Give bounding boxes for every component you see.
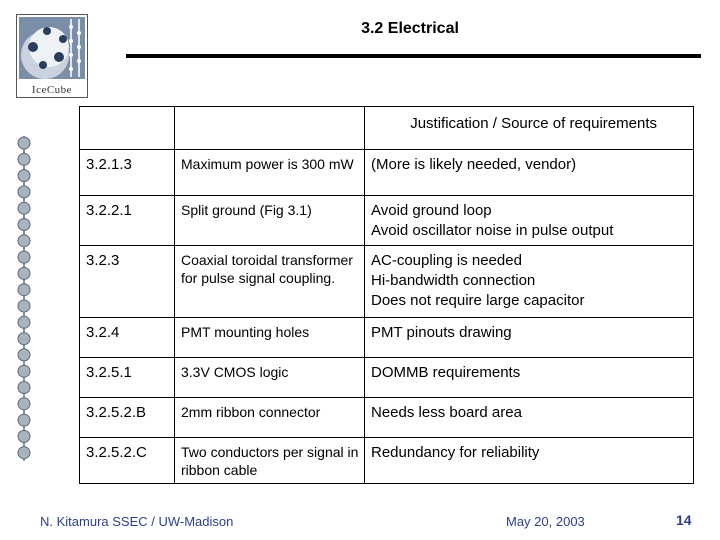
bead-icon: [18, 333, 30, 345]
bead-icon: [18, 382, 30, 394]
header-cell-id: [80, 107, 175, 150]
header-cell-requirement: [175, 107, 365, 150]
row-requirement: Two conductors per signal in ribbon cable: [175, 438, 365, 484]
justification-line: Redundancy for reliability: [371, 444, 540, 461]
table-row: [80, 150, 694, 196]
slide-title: 3.2 Electrical: [361, 20, 459, 37]
table-header-row: [80, 107, 694, 150]
footer-author: N. Kitamura SSEC / UW-Madison: [40, 514, 234, 529]
justification-line: PMT pinouts drawing: [371, 324, 512, 341]
bead-icon: [18, 447, 30, 459]
row-justification: [365, 358, 694, 398]
row-id: 3.2.4: [80, 318, 175, 358]
justification-line: Avoid ground loop: [371, 202, 492, 219]
row-requirement: PMT mounting holes: [175, 318, 365, 358]
bead-icon: [18, 251, 30, 263]
bead-icon: [18, 235, 30, 247]
bead-icon: [18, 414, 30, 426]
justification-line: Does not require large capacitor: [371, 292, 585, 309]
table-row: [80, 358, 694, 398]
row-requirement: 2mm ribbon connector: [175, 398, 365, 438]
bead-icon: [18, 153, 30, 165]
row-justification: [365, 196, 694, 246]
bead-icon: [18, 349, 30, 361]
bead-string-decoration: [14, 136, 34, 466]
requirements-table: [79, 106, 694, 484]
table-row: [80, 398, 694, 438]
row-requirement: Coaxial toroidal transformer for pulse signal coupling.: [175, 246, 365, 318]
logo-text: IceCube: [31, 84, 73, 96]
row-id: 3.2.1.3: [80, 150, 175, 196]
bead-icon: [18, 137, 30, 149]
row-id: 3.2.3: [80, 246, 175, 318]
row-id: 3.2.5.2.C: [80, 438, 175, 484]
row-justification: [365, 318, 694, 358]
icecube-logo: [16, 14, 88, 98]
bead-icon: [18, 202, 30, 214]
justification-line: DOMMB requirements: [371, 364, 521, 381]
title-divider: [126, 54, 701, 58]
row-requirement: Split ground (Fig 3.1): [175, 196, 365, 246]
table-row: [80, 246, 694, 318]
bead-icon: [18, 170, 30, 182]
row-justification: [365, 438, 694, 484]
bead-icon: [18, 398, 30, 410]
bead-icon: [18, 365, 30, 377]
table-row: [80, 196, 694, 246]
row-requirement: 3.3V CMOS logic: [175, 358, 365, 398]
bead-icon: [18, 300, 30, 312]
bead-icon: [18, 284, 30, 296]
bead-icon: [18, 219, 30, 231]
row-id: 3.2.5.2.B: [80, 398, 175, 438]
header-cell-justification: Justification / Source of requirements: [365, 107, 694, 150]
bead-icon: [18, 267, 30, 279]
justification-line: (More is likely needed, vendor): [371, 156, 577, 173]
table-row: [80, 318, 694, 358]
bead-icon: [18, 316, 30, 328]
row-justification: [365, 150, 694, 196]
footer-date: May 20, 2003: [506, 514, 585, 529]
page-number: 14: [676, 512, 692, 528]
justification-line: Avoid oscillator noise in pulse output: [371, 222, 614, 239]
row-requirement: Maximum power is 300 mW: [175, 150, 365, 196]
table-row: [80, 438, 694, 484]
row-id: 3.2.5.1: [80, 358, 175, 398]
justification-line: Needs less board area: [371, 404, 522, 421]
row-id: 3.2.2.1: [80, 196, 175, 246]
bead-icon: [18, 430, 30, 442]
justification-line: AC-coupling is needed: [371, 252, 522, 269]
row-justification: [365, 246, 694, 318]
row-justification: [365, 398, 694, 438]
bead-icon: [18, 186, 30, 198]
justification-line: Hi-bandwidth connection: [371, 272, 536, 289]
icecube-logo-icon: [19, 17, 85, 79]
